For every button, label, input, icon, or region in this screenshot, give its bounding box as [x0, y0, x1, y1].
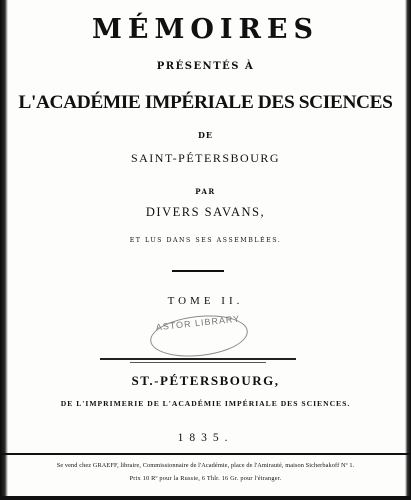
ornamental-rule-long	[100, 358, 296, 360]
imprint-city: ST.-PÉTERSBOURG,	[131, 373, 280, 388]
read-note: ET LUS DANS SES ASSEMBLÉES.	[129, 237, 282, 244]
library-stamp-text: ASTOR LIBRARY	[155, 313, 241, 333]
subtitle-presentes: PRÉSENTÉS À	[156, 61, 255, 72]
ornamental-rule-short	[172, 270, 224, 272]
footer-rule	[0, 453, 411, 455]
footer-seller: Se vend chez GRAEFF, libraire, Commissionnaire de l'Académie, place de l'Amirauté, maison Sicherbakoff Nº 1.	[56, 462, 355, 469]
ornamental-rule-thin	[130, 362, 266, 363]
institution-name: L'ACADÉMIE IMPÉRIALE DES SCIENCES	[18, 92, 393, 113]
authors-line: DIVERS SAVANS,	[145, 205, 266, 219]
scan-edge-right	[405, 0, 411, 500]
publication-year: 1835.	[177, 432, 234, 444]
page-title: MÉMOIRES	[91, 14, 320, 45]
footer-price: Prix 10 Rº pour la Russie, 6 Thlr. 16 Gr. pour l'étranger.	[129, 475, 282, 482]
preposition-de: DE	[197, 130, 214, 140]
preposition-par: PAR	[195, 187, 216, 196]
scan-edge-bottom	[0, 496, 411, 500]
scan-edge-left	[0, 0, 8, 500]
city-name: SAINT-PÉTERSBOURG	[130, 151, 281, 165]
imprint-press: DE L'IMPRIMERIE DE L'ACADÉMIE IMPÉRIALE DES SCIENCES.	[60, 399, 351, 408]
volume-label: TOME II.	[167, 295, 244, 307]
